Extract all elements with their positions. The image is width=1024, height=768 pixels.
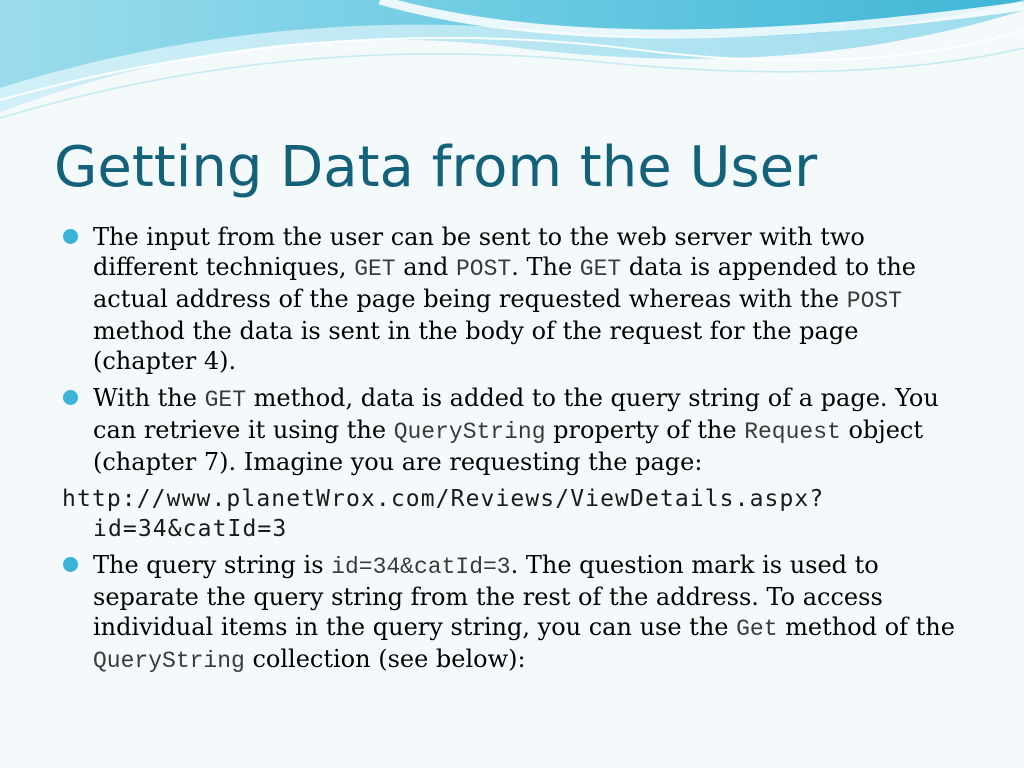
bullet-dot-icon [63, 229, 78, 244]
bullet-text: The query string is [93, 551, 332, 579]
inline-code: POST [846, 288, 902, 314]
bullet-text: collection (see below): [244, 645, 526, 673]
header-wave-decoration [0, 0, 1024, 130]
bullet-item [62, 222, 967, 376]
bullet-list-top [62, 222, 967, 477]
bullet-text: . The [511, 253, 580, 281]
bullet-dot-icon [63, 390, 78, 405]
inline-code: GET [354, 256, 396, 282]
bullet-dot-icon [63, 557, 78, 572]
inline-code: GET [579, 256, 622, 282]
bullet-text: and [395, 253, 456, 281]
bullet-text: method of the [777, 613, 955, 641]
inline-code: GET [204, 387, 247, 413]
bullet-text: With the [93, 384, 205, 412]
bullet-text: The input from the user can be sent to the web server with two different techniques, [93, 223, 865, 281]
bullet-text: object (chapter 7). Imagine you are requesting the page: [93, 416, 923, 476]
url-example: http://www.planetWrox.com/Reviews/ViewDetails.aspx?id=34&catId=3 [62, 486, 825, 542]
inline-code: Get [736, 616, 778, 642]
bullet-text: method the data is sent in the body of the request for the page (chapter 4). [93, 317, 859, 375]
slide-content [62, 222, 967, 683]
bullet-list-bottom [62, 550, 967, 676]
inline-code: id=34&catId=3 [331, 554, 511, 580]
inline-code: QueryString [93, 648, 245, 674]
bullet-text: data is appended to the actual address of the page being requested whereas with the [93, 253, 916, 313]
bullet-text: property of the [545, 416, 745, 444]
bullet-text: . The question mark is used to separate the query string from the rest of the address. To access individual items in the query string, you can use the [93, 551, 883, 641]
bullet-item [62, 383, 967, 477]
bullet-text: method, data is added to the query string of a page. You can retrieve it using the [93, 384, 939, 444]
slide-title: Getting Data from the User [54, 135, 818, 200]
inline-code: QueryString [393, 419, 546, 445]
bullet-item [62, 550, 967, 676]
inline-code: POST [456, 256, 512, 282]
inline-code: Request [744, 419, 841, 445]
